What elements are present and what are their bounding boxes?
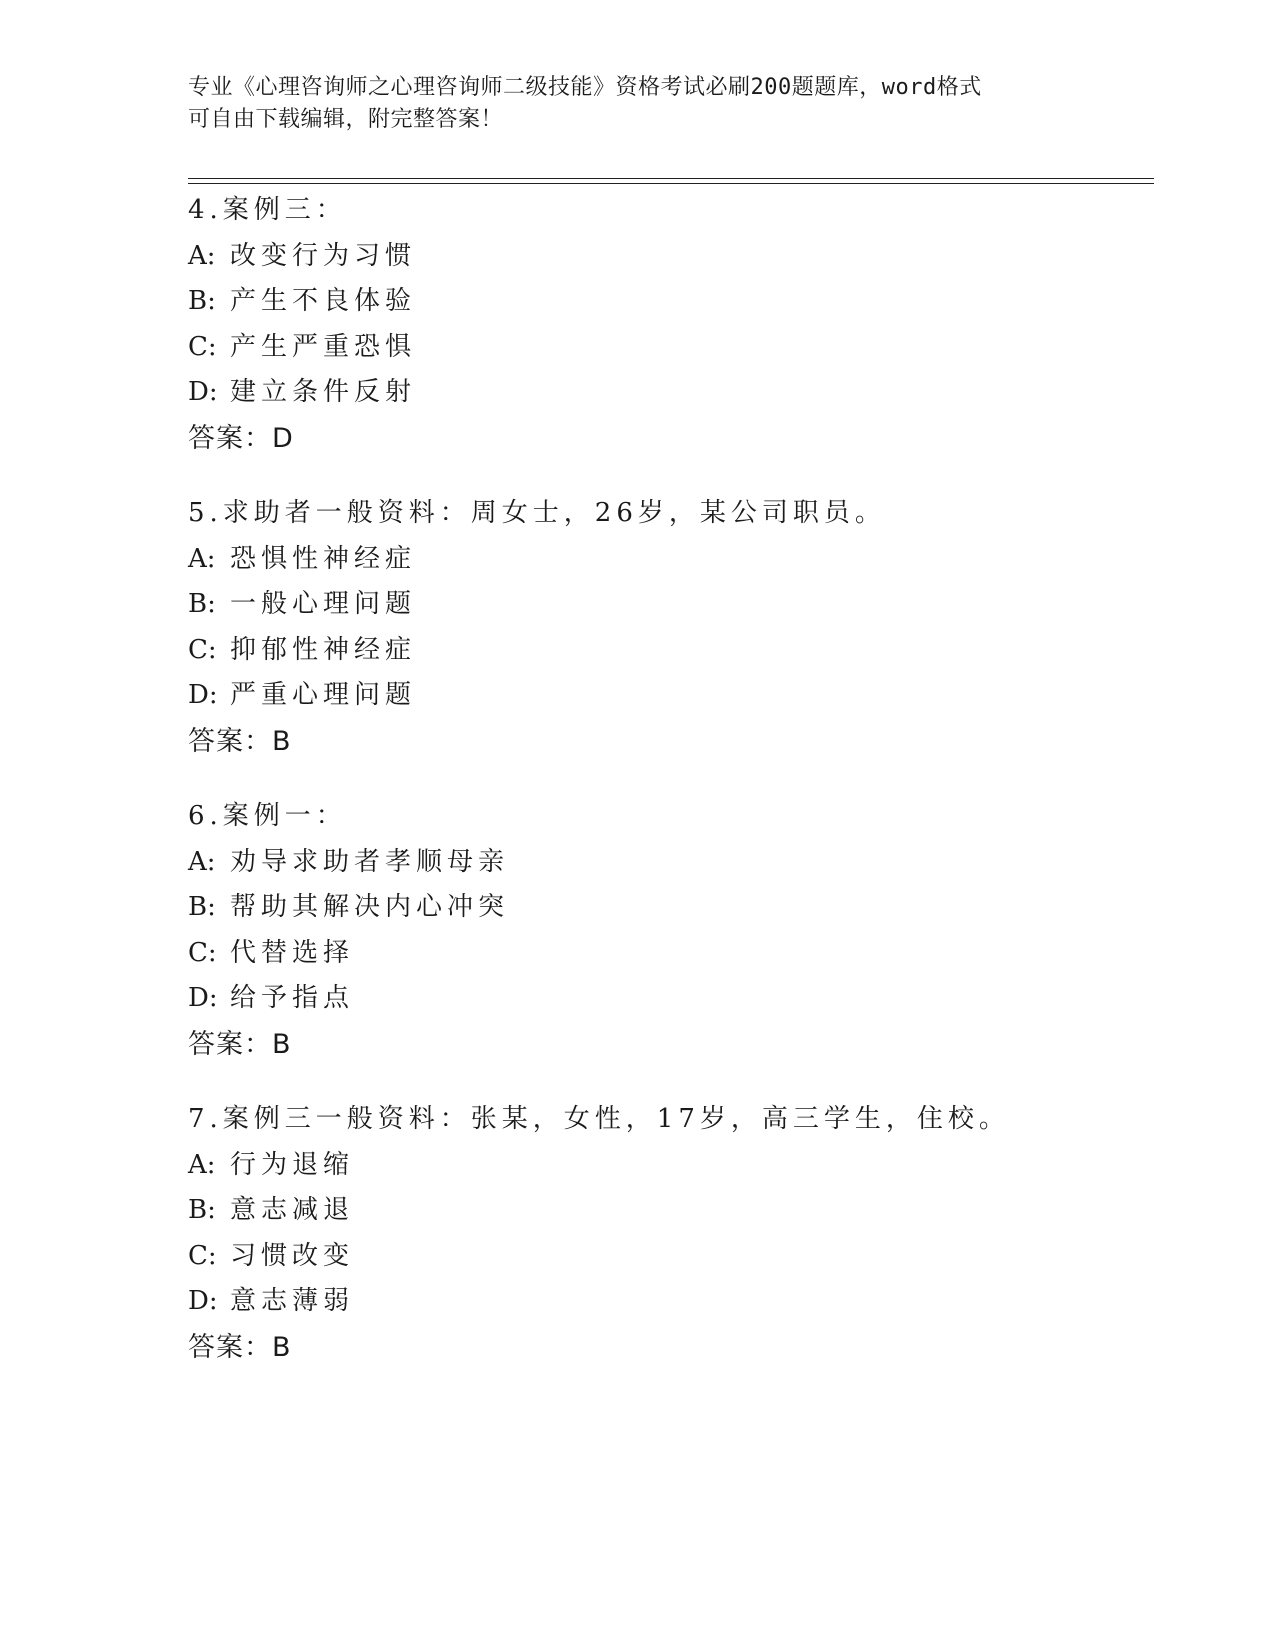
option-letter: C: bbox=[188, 937, 217, 968]
option-letter: D: bbox=[188, 1286, 218, 1316]
option-text: 一般心理问题 bbox=[230, 589, 417, 619]
option-letter: A: bbox=[188, 543, 216, 574]
option-d bbox=[188, 976, 1154, 1022]
question-4 bbox=[188, 188, 1154, 461]
option-text: 习惯改变 bbox=[230, 1240, 355, 1271]
option-b bbox=[188, 1188, 1154, 1234]
option-b bbox=[188, 885, 1154, 931]
question-list bbox=[188, 188, 1154, 1400]
option-letter: B: bbox=[188, 286, 216, 316]
option-d bbox=[188, 673, 1154, 719]
option-letter: C: bbox=[188, 331, 217, 362]
answer-line: 答案：D bbox=[188, 422, 294, 454]
answer-line: 答案：B bbox=[188, 1028, 292, 1060]
option-a bbox=[188, 537, 1154, 583]
option-letter: D: bbox=[188, 983, 218, 1013]
header-line-1: 专业《心理咨询师之心理咨询师二级技能》资格考试必刷200题题库，word格式 bbox=[188, 75, 982, 100]
option-letter: A: bbox=[188, 240, 216, 271]
option-text: 给予指点 bbox=[230, 983, 355, 1013]
answer-line: 答案：B bbox=[188, 725, 292, 757]
option-a bbox=[188, 234, 1154, 280]
option-c bbox=[188, 325, 1154, 371]
option-text: 帮助其解决内心冲突 bbox=[230, 892, 510, 922]
option-b bbox=[188, 279, 1154, 325]
option-a bbox=[188, 1143, 1154, 1189]
option-text: 抑郁性神经症 bbox=[230, 634, 417, 665]
option-text: 行为退缩 bbox=[230, 1149, 355, 1180]
question-7 bbox=[188, 1097, 1154, 1370]
option-text: 劝导求助者孝顺母亲 bbox=[230, 846, 510, 877]
option-letter: B: bbox=[188, 589, 216, 619]
option-text: 产生不良体验 bbox=[230, 286, 417, 316]
option-d bbox=[188, 370, 1154, 416]
header-divider bbox=[188, 178, 1154, 184]
question-stem: 7.案例三一般资料：张某，女性，17岁，高三学生，住校。 bbox=[188, 1104, 1010, 1134]
option-c bbox=[188, 628, 1154, 674]
option-letter: A: bbox=[188, 1149, 216, 1180]
option-a bbox=[188, 840, 1154, 886]
document-header bbox=[188, 72, 1088, 136]
option-text: 意志减退 bbox=[230, 1195, 355, 1225]
question-6 bbox=[188, 794, 1154, 1067]
option-b bbox=[188, 582, 1154, 628]
option-c bbox=[188, 1234, 1154, 1280]
option-text: 代替选择 bbox=[230, 937, 355, 968]
header-line-2: 可自由下载编辑，附完整答案！ bbox=[188, 107, 504, 132]
answer-line: 答案：B bbox=[188, 1331, 292, 1363]
option-letter: D: bbox=[188, 377, 218, 407]
option-letter: C: bbox=[188, 634, 217, 665]
option-letter: A: bbox=[188, 846, 216, 877]
option-text: 产生严重恐惧 bbox=[230, 331, 417, 362]
option-c bbox=[188, 931, 1154, 977]
option-text: 改变行为习惯 bbox=[230, 240, 417, 271]
option-text: 建立条件反射 bbox=[230, 377, 417, 407]
option-d bbox=[188, 1279, 1154, 1325]
option-letter: B: bbox=[188, 1195, 216, 1225]
option-letter: C: bbox=[188, 1240, 217, 1271]
option-letter: B: bbox=[188, 892, 216, 922]
option-letter: D: bbox=[188, 680, 218, 710]
question-stem: 4.案例三： bbox=[188, 195, 347, 225]
question-stem: 6.案例一： bbox=[188, 801, 347, 831]
option-text: 意志薄弱 bbox=[230, 1286, 355, 1316]
question-5 bbox=[188, 491, 1154, 764]
option-text: 恐惧性神经症 bbox=[230, 543, 417, 574]
question-stem: 5.求助者一般资料：周女士，26岁，某公司职员。 bbox=[188, 498, 886, 528]
option-text: 严重心理问题 bbox=[230, 680, 417, 710]
